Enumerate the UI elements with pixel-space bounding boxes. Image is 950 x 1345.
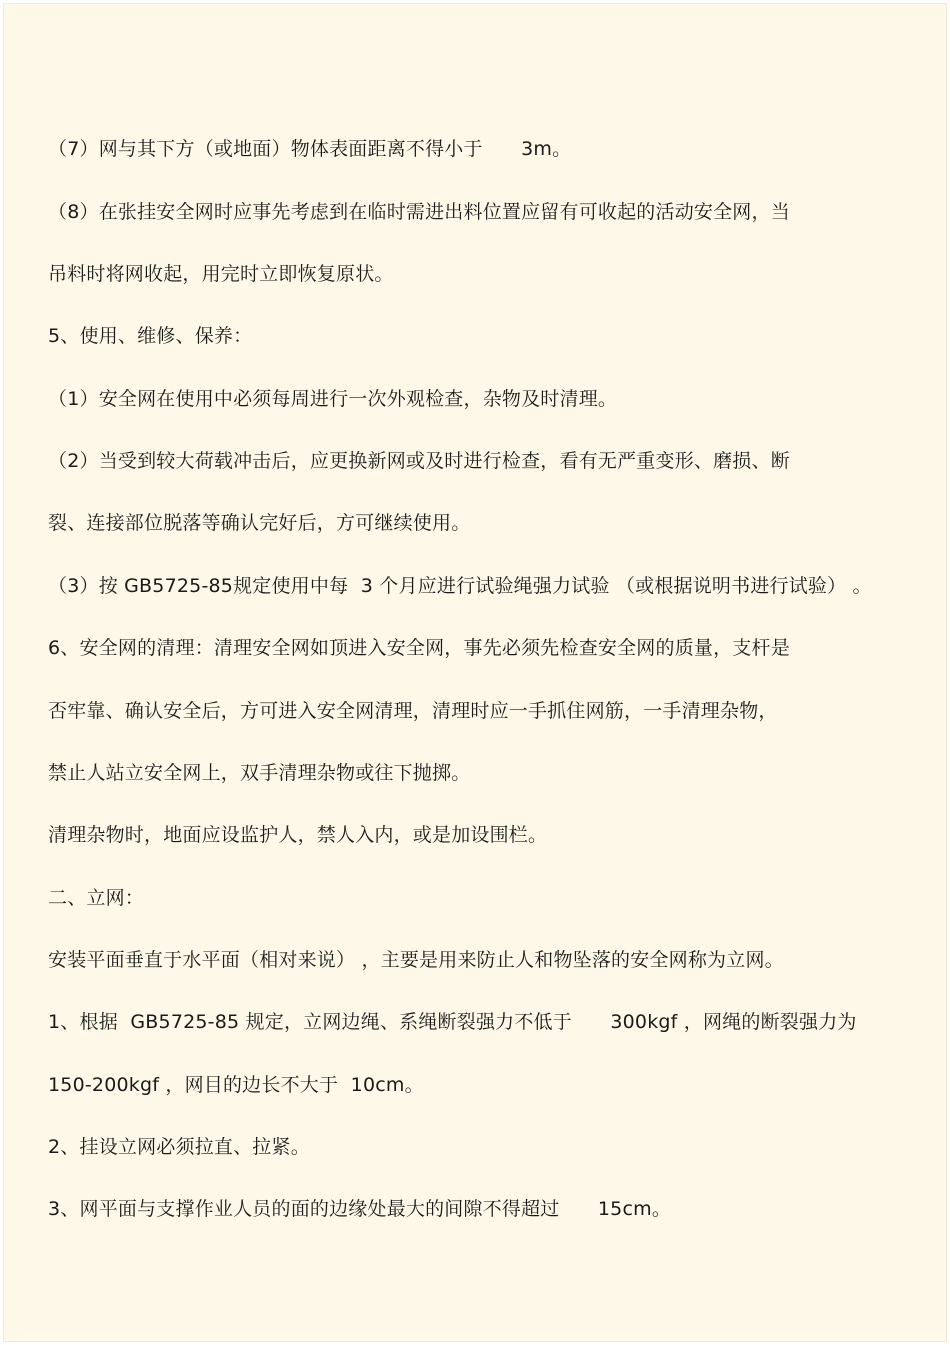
text-line: 3、网平面与支撑作业人员的面的边缘处最大的间隙不得超过 15cm。 <box>48 1198 672 1220</box>
text-line: 裂、连接部位脱落等确认完好后，方可继续使用。 <box>48 512 471 534</box>
text-line: 清理杂物时，地面应设监护人，禁人入内，或是加设围栏。 <box>48 824 548 846</box>
text-line: （7）网与其下方（或地面）物体表面距离不得小于 3m。 <box>48 138 572 160</box>
text-line: （1）安全网在使用中必须每周进行一次外观检查，杂物及时清理。 <box>48 388 618 410</box>
document-page <box>3 3 947 1342</box>
text-line: 2、挂设立网必须拉直、拉紧。 <box>48 1136 310 1158</box>
text-line: 150-200kgf ，网目的边长不大于 10cm。 <box>48 1074 424 1096</box>
text-line: （3）按 GB5725-85规定使用中每 3 个月应进行试验绳强力试验 （或根据说明书进行试验） 。 <box>48 575 872 597</box>
text-line: 吊料时将网收起，用完时立即恢复原状。 <box>48 263 394 285</box>
text-line: 5、使用、维修、保养： <box>48 325 253 347</box>
text-line: 6、安全网的清理：清理安全网如顶进入安全网，事先必须先检查安全网的质量，支杆是 <box>48 637 790 659</box>
text-line: （2）当受到较大荷载冲击后，应更换新网或及时进行检查，看有无严重变形、磨损、断 <box>48 450 790 472</box>
text-line: 1、根据 GB5725-85 规定，立网边绳、系绳断裂强力不低于 300kgf ，网绳的断裂强力为 <box>48 1011 857 1033</box>
text-line: 禁止人站立安全网上，双手清理杂物或往下抛掷。 <box>48 762 471 784</box>
text-line: （8）在张挂安全网时应事先考虑到在临时需进出料位置应留有可收起的活动安全网，当 <box>48 201 790 223</box>
text-line: 二、立网： <box>48 887 145 909</box>
text-line: 安装平面垂直于水平面（相对来说） ，主要是用来防止人和物坠落的安全网称为立网。 <box>48 949 784 971</box>
text-line: 否牢靠、确认安全后，方可进入安全网清理，清理时应一手抓住网筋，一手清理杂物， <box>48 700 778 722</box>
